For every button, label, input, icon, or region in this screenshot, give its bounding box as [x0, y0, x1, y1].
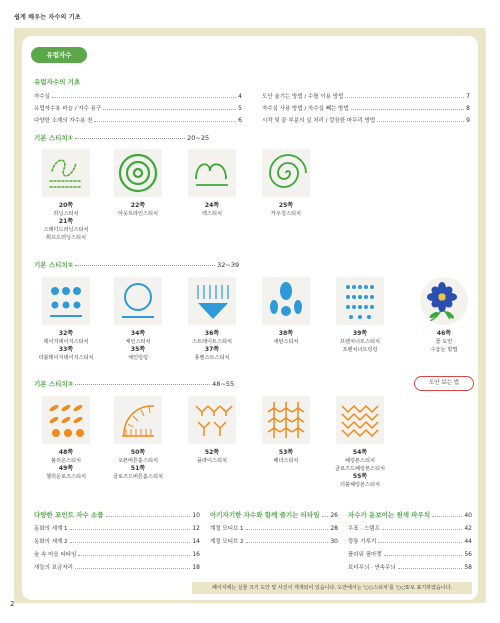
caption	[246, 202, 326, 218]
toc-row[interactable]	[348, 537, 472, 545]
feather-stitch-sample[interactable]	[262, 396, 310, 444]
toc-page: 40	[464, 512, 472, 519]
leader-dots	[382, 529, 463, 530]
toc-label: 보더무늬 · 연속무늬	[348, 565, 396, 571]
stitch2-range: 32~39	[217, 261, 240, 269]
toc-row[interactable]	[34, 537, 200, 545]
toc-row[interactable]	[262, 92, 470, 100]
caption	[172, 202, 252, 218]
toc-row[interactable]	[262, 116, 470, 124]
contents-card	[22, 36, 478, 600]
caption-line: 더블레이지데이지스티치	[38, 355, 94, 361]
toc-page: 7	[466, 93, 470, 100]
caption-line: 카우칭스티치	[270, 211, 302, 217]
caption	[246, 449, 326, 465]
toc-page: 28	[330, 525, 338, 532]
stitch2-heading[interactable]	[34, 260, 239, 269]
toc-label: 숲 속 마을 티타임	[34, 552, 77, 558]
basics-heading: 유럽자수의 기초	[34, 78, 81, 86]
caption-line: 클로즈드버튼홀스티치	[112, 474, 164, 480]
leader-dots	[52, 97, 236, 98]
toc-row[interactable]	[348, 550, 472, 558]
stitch1-title: 기본 스티치①	[34, 134, 74, 142]
leader-dots	[246, 529, 329, 530]
caption-line: 플라이스티치	[196, 458, 228, 464]
outline-stitch-sample[interactable]	[114, 149, 162, 197]
toc-label: 시작 및 끝 부분의 실 처리 / 깔끔한 마무리 방법	[262, 118, 376, 124]
toc-label: 다양한 소재의 자수용 천	[34, 118, 93, 124]
stitch3-title: 기본 스티치③	[34, 380, 74, 388]
caption	[98, 449, 178, 481]
toc-row[interactable]	[348, 563, 472, 571]
flower-pattern-sample[interactable]	[420, 277, 468, 325]
herringbone-stitch-sample[interactable]	[336, 396, 384, 444]
toc-page: 56	[464, 551, 472, 558]
toc-label: 유럽자수용 바늘 / 자수 용구	[34, 106, 102, 112]
leader-dots	[345, 97, 464, 98]
toc-label: 깡통 가루기	[348, 539, 377, 545]
caption	[26, 330, 106, 362]
caption-line: 수놓는 방법	[430, 347, 458, 353]
caption-page: 55쪽	[352, 473, 368, 480]
couching-stitch-sample[interactable]	[262, 149, 310, 197]
contents-panel	[14, 28, 486, 603]
leader-dots	[70, 542, 191, 543]
leader-dots	[75, 138, 185, 139]
caption-line: 헤링본스티치	[344, 458, 376, 464]
page-header-title: 쉽게 배우는 자수의 기초	[14, 14, 81, 21]
toc-page: 5	[238, 105, 242, 112]
caption-line: 러닝스티치	[53, 211, 79, 217]
toc-page: 10	[192, 512, 200, 519]
caption-line: 스트레이트스티치	[191, 339, 233, 345]
toc-row[interactable]	[262, 104, 470, 112]
leader-dots	[398, 568, 463, 569]
french-knot-sample[interactable]	[336, 277, 384, 325]
project-heading-row[interactable]	[348, 510, 472, 519]
toc-label: 계절 모티브 2	[210, 539, 244, 545]
caption-page: 37쪽	[204, 346, 220, 353]
toc-label: 동화의 세계 1	[34, 526, 68, 532]
caption-line: 체인링링	[127, 355, 149, 361]
stitch1-range: 20~25	[187, 134, 210, 142]
leader-dots	[322, 516, 329, 517]
caption-page: 24쪽	[204, 202, 220, 209]
leader-dots	[246, 542, 329, 543]
leader-dots	[432, 516, 462, 517]
caption-page: 35쪽	[130, 346, 146, 353]
caption-line: 체인스티치	[125, 339, 151, 345]
caption-line: 꽃 도안	[435, 339, 453, 345]
project-heading-row[interactable]	[34, 510, 200, 519]
leader-dots	[75, 265, 215, 266]
caption-page: 21쪽	[58, 218, 74, 225]
leader-dots	[378, 542, 462, 543]
leader-dots	[70, 529, 191, 530]
caption-page: 32쪽	[58, 330, 74, 337]
toc-page: 12	[192, 525, 200, 532]
page-number: 2	[10, 600, 15, 608]
toc-row[interactable]	[34, 116, 242, 124]
caption-line: 백스티치	[201, 211, 223, 217]
toc-row[interactable]	[34, 550, 200, 558]
caption-line: 불리온스티치	[50, 458, 82, 464]
toc-row[interactable]	[210, 537, 338, 545]
toc-row[interactable]	[34, 563, 200, 571]
toc-page: 16	[192, 551, 200, 558]
toc-label: 새들의 보금자리	[34, 565, 73, 571]
caption-line: 프렌치너트링링	[342, 347, 378, 353]
caption-page: 25쪽	[278, 202, 294, 209]
caption-page: 38쪽	[278, 330, 294, 337]
caption-line: 휘프드러닝스티치	[45, 235, 87, 241]
satin-stitch-sample[interactable]	[262, 277, 310, 325]
caption-page: 53쪽	[278, 449, 294, 456]
toc-label: 자수실 사용 방법 / 자수실 빼는 방법	[262, 106, 349, 112]
caption	[246, 330, 326, 346]
caption-page: 51쪽	[130, 465, 146, 472]
leader-dots	[94, 121, 236, 122]
leader-dots	[351, 109, 464, 110]
caption-page: 52쪽	[204, 449, 220, 456]
leader-dots	[78, 555, 190, 556]
caption-page: 22쪽	[130, 202, 146, 209]
caption-line: 스레디드러닝스티치	[43, 227, 89, 233]
buttonhole-stitch-sample[interactable]	[114, 396, 162, 444]
caption-page: 46쪽	[436, 330, 452, 337]
leader-dots	[384, 555, 463, 556]
leader-dots	[75, 568, 190, 569]
pattern-guide-bubble[interactable]: 도안 보는 법	[414, 376, 474, 391]
footnote: 페이지에는 실물 크기 도안 및 사진이 게재되어 있습니다. 도안에서는 '○○스티치'를 '○○S'로 표기하였습니다.	[192, 582, 472, 594]
toc-label: 계절 모티브 1	[210, 526, 244, 532]
toc-row[interactable]	[34, 524, 200, 532]
toc-page: 4	[238, 93, 242, 100]
caption-page: 39쪽	[352, 330, 368, 337]
chain-stitch-sample[interactable]	[114, 277, 162, 325]
stitch3-range: 48~55	[212, 380, 235, 388]
caption-page: 48쪽	[58, 449, 74, 456]
caption-page: 20쪽	[58, 202, 74, 209]
back-stitch-sample[interactable]	[188, 149, 236, 197]
toc-row[interactable]	[34, 104, 242, 112]
leader-dots	[103, 109, 236, 110]
caption	[404, 330, 484, 354]
caption	[26, 449, 106, 481]
caption	[26, 202, 106, 242]
caption-page: 50쪽	[130, 449, 146, 456]
caption	[98, 330, 178, 362]
caption-line: 퐁멘스트스티치	[194, 355, 230, 361]
toc-label: 자수실	[34, 94, 50, 100]
toc-page: 14	[192, 538, 200, 545]
toc-page: 42	[464, 525, 472, 532]
stitch3-heading[interactable]	[34, 379, 234, 388]
caption-page: 54쪽	[352, 449, 368, 456]
caption-line: 프렌치너트스티치	[339, 339, 381, 345]
toc-page: 8	[466, 105, 470, 112]
caption-page: 36쪽	[204, 330, 220, 337]
caption-line: 오픈버튼홀스티치	[117, 458, 159, 464]
project-heading: 아기자기한 자수와 함께 즐기는 티타임	[210, 511, 320, 519]
lazy-daisy-sample[interactable]	[42, 277, 90, 325]
toc-row[interactable]	[34, 92, 242, 100]
fly-stitch-sample[interactable]	[188, 396, 236, 444]
toc-page: 58	[464, 564, 472, 571]
toc-page: 18	[192, 564, 200, 571]
leader-dots	[75, 384, 210, 385]
toc-row[interactable]	[210, 524, 338, 532]
project-heading: 다양한 포인트 자수 소품	[34, 511, 104, 519]
caption	[320, 330, 400, 354]
running-stitch-sample[interactable]	[42, 149, 90, 197]
toc-page: 30	[330, 538, 338, 545]
caption-page: 34쪽	[130, 330, 146, 337]
toc-label: 도안 옮기는 방법 / 수틀 이용 방법	[262, 94, 344, 100]
toc-label: 플라워 필마켓	[348, 552, 382, 558]
leader-dots	[106, 516, 191, 517]
straight-stitch-sample[interactable]	[188, 277, 236, 325]
caption	[320, 449, 400, 489]
caption	[172, 449, 252, 465]
caption-line: 새틴스티치	[273, 339, 299, 345]
caption-page: 33쪽	[58, 346, 74, 353]
section-pill: 유럽자수	[31, 47, 87, 63]
caption-line: 레이지데이지스티치	[43, 339, 89, 345]
caption-line: 첼리온로즈스티치	[45, 474, 87, 480]
caption-line: 더블헤링본스티치	[339, 482, 381, 488]
toc-page: 9	[466, 117, 470, 124]
caption-line: 페더스티치	[273, 458, 299, 464]
stitch2-title: 기본 스티치②	[34, 261, 74, 269]
toc-page: 44	[464, 538, 472, 545]
caption	[98, 202, 178, 218]
caption	[172, 330, 252, 362]
caption-page: 49쪽	[58, 465, 74, 472]
stitch1-heading[interactable]	[34, 133, 209, 142]
toc-label: 우표 · 스탬프	[348, 526, 380, 532]
caption-line: 아웃트라인스티치	[117, 211, 159, 217]
project-heading-row[interactable]	[210, 510, 338, 519]
toc-row[interactable]	[348, 524, 472, 532]
bullion-stitch-sample[interactable]	[42, 396, 90, 444]
leader-dots	[377, 121, 464, 122]
toc-label: 동화의 세계 2	[34, 539, 68, 545]
project-heading: 자수가 돋보이는 원색 파우치	[348, 511, 431, 519]
toc-page: 26	[330, 512, 338, 519]
toc-page: 6	[238, 117, 242, 124]
caption-line: 클로즈드헤링본스티치	[334, 466, 386, 472]
